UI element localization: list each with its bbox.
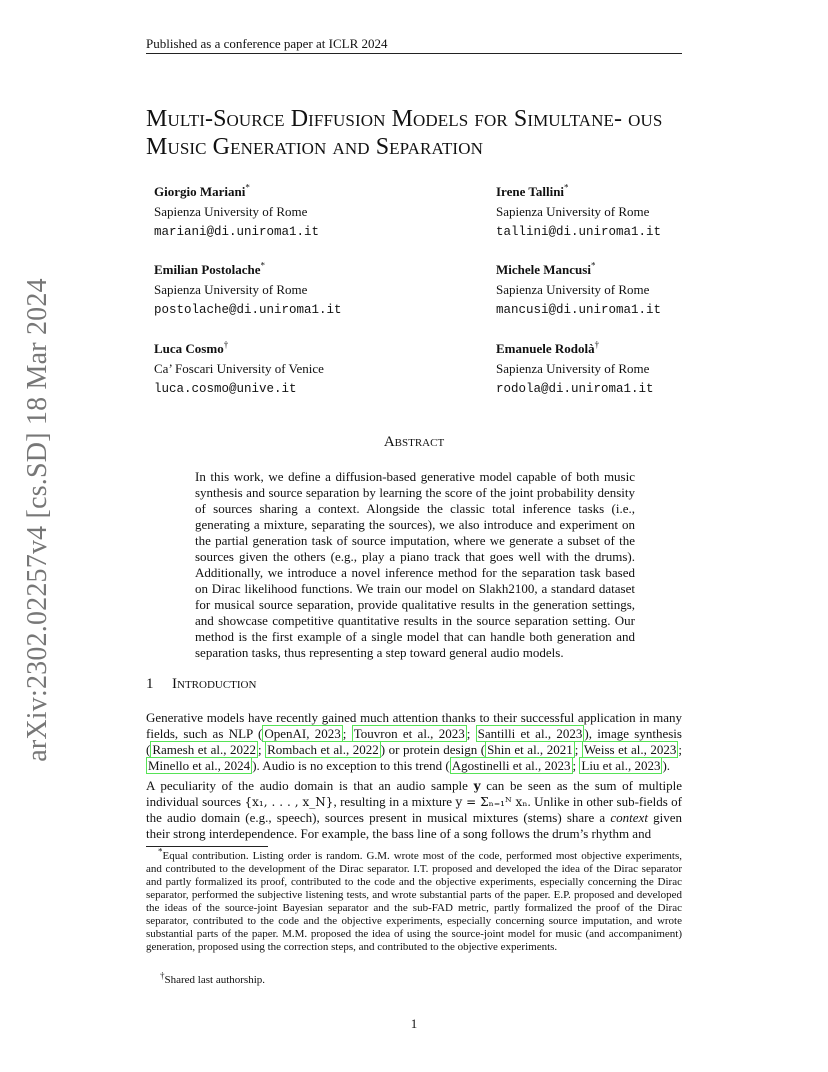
math-y: y xyxy=(473,779,481,793)
author-affiliation: Ca’ Foscari University of Venice xyxy=(154,361,324,376)
abstract-text: In this work, we define a diffusion-based generative model capable of both music synthesis and source separation by learning the score of the joint probability density of sources sharing a context. Alongside the classic total inference tasks (i.e., generating a mixture, separating the sources), we also introduce and experiment on the partial generation task of source imputation, where we generate a subset of the sources given the others (e.g., play a piano track that goes well with the drums). Additionally, we introduce a novel inference method for the separation task based on Dirac likelihood functions. We train our model on Slakh2100, a standard dataset for musical source separation, provide qualitative results in the generation settings, and showcase competitive quantitative results in the source separation setting. Our method is the first example of a single model that can handle both generation and separation tasks, thus representing a step toward general audio models. xyxy=(195,469,635,660)
author-email: rodola@di.uniroma1.it xyxy=(496,382,654,396)
page-number: 1 xyxy=(410,1016,418,1031)
citation-link[interactable]: Rombach et al., 2022 xyxy=(267,742,379,757)
author-block xyxy=(154,339,324,399)
running-header: Published as a conference paper at ICLR 2024 xyxy=(146,36,388,51)
intro-paragraph-2: A peculiarity of the audio domain is that an audio sample y can be seen as the sum of multiple individual sources {x₁, . . . , x_N}, resulting in a mixture y = Σₙ₌₁ᴺ xₙ. Unlike in other sub-fields of the audio domain (e.g., speech), sources present in musical mixtures (stems) share a context given their strong interdependence. For example, the bass line of a song follows the drum’s rhythm and xyxy=(146,778,683,841)
citation-link[interactable]: Agostinelli et al., 2023 xyxy=(451,758,571,773)
author-email: mancusi@di.uniroma1.it xyxy=(496,303,662,317)
citation-link[interactable]: Ramesh et al., 2022 xyxy=(152,742,257,757)
author-name: Michele Mancusi xyxy=(496,262,591,277)
author-name: Emilian Postolache xyxy=(154,262,261,277)
citation-link[interactable]: Liu et al., 2023 xyxy=(581,758,661,773)
author-name: Irene Tallini xyxy=(496,184,565,199)
author-affiliation: Sapienza University of Rome xyxy=(154,282,308,297)
author-name: Emanuele Rodolà xyxy=(496,341,595,356)
section-number: 1 xyxy=(146,676,154,692)
header-rule xyxy=(146,53,682,54)
author-mark: * xyxy=(245,182,250,193)
abstract-heading: Abstract xyxy=(383,434,445,450)
citation-link[interactable]: Weiss et al., 2023 xyxy=(583,742,677,757)
author-block xyxy=(496,182,661,242)
section-heading xyxy=(146,676,256,693)
author-name: Luca Cosmo xyxy=(154,341,224,356)
author-mark: * xyxy=(260,260,266,271)
author-affiliation: Sapienza University of Rome xyxy=(496,361,650,376)
author-mark: † xyxy=(223,339,229,350)
citation-link[interactable]: Touvron et al., 2023 xyxy=(353,726,465,741)
author-block xyxy=(154,182,319,242)
author-affiliation: Sapienza University of Rome xyxy=(496,282,650,297)
citation-link[interactable]: Shin et al., 2021 xyxy=(487,742,573,757)
footnote-shared-authorship: †Shared last authorship. xyxy=(160,970,266,986)
citation-link[interactable]: Minello et al., 2024 xyxy=(148,758,251,773)
author-affiliation: Sapienza University of Rome xyxy=(496,204,650,219)
footnote-rule xyxy=(146,846,268,847)
author-block xyxy=(496,260,661,320)
author-mark: † xyxy=(594,339,600,350)
math-mixture: y = Σₙ₌₁ᴺ xₙ xyxy=(455,795,528,809)
author-email: luca.cosmo@unive.it xyxy=(154,382,297,396)
arxiv-identifier: arXiv:2302.02257v4 [cs.SD] 18 Mar 2024 xyxy=(22,278,54,762)
citation-link[interactable]: OpenAI, 2023 xyxy=(264,726,341,741)
math-sources: {x₁, . . . , x_N} xyxy=(244,795,334,809)
author-email: postolache@di.uniroma1.it xyxy=(154,303,342,317)
author-name: Giorgio Mariani xyxy=(154,184,246,199)
footnote-mark: † xyxy=(160,970,165,981)
citation-link[interactable]: Santilli et al., 2023 xyxy=(477,726,583,741)
author-block xyxy=(154,260,342,320)
section-title: Introduction xyxy=(172,676,257,692)
author-affiliation: Sapienza University of Rome xyxy=(154,204,308,219)
author-email: mariani@di.uniroma1.it xyxy=(154,225,320,239)
author-mark: * xyxy=(564,182,569,193)
author-block xyxy=(496,339,654,399)
author-email: tallini@di.uniroma1.it xyxy=(496,225,662,239)
author-mark: * xyxy=(590,260,596,271)
paper-title: Multi-Source Diffusion Models for Simultane- ous Music Generation and Separation xyxy=(146,106,663,160)
footnote-equal-contribution: *Equal contribution. Listing order is random. G.M. wrote most of the code, performed most objective experiments, and contributed to the development of the Dirac separator. I.T. proposed and developed the idea of the Dirac separator and partly formalized its proof, contributed to the code and the objective experiments, especially concerning the Dirac separator, performed the subjective listening tests, and wrote substantial parts of the paper. E.P. proposed and developed the ideas of the source-joint Bayesian separator and the sub-FAD metric, partly formalized the proof of the Dirac separator, contributed to the code and the objective experiments, especially concerning source imputation, and wrote substantial parts of the paper. M.M. proposed the idea of using the source-joint model for music (and accompaniment) generation, proposed using the correction steps, and contributed to the objective experiments. xyxy=(146,846,682,953)
intro-paragraph-1: Generative models have recently gained much attention thanks to their successful application in many fields, such as NLP ( OpenAI, 2023 ; Touvron et al., 2023 ; Santilli et al., 2023 ), image synthesis ( Ramesh et al., 2022 ; Rombach et al., 2022 ) or protein design ( Shin et al., 2021 ; Weiss et al., 2023 ; Minello et al., 2024 ). Audio is no exception to this trend ( Agostinelli et al., 2023 ; Liu et al., 2023 ). xyxy=(146,710,682,773)
footnote-mark: * xyxy=(158,846,163,857)
